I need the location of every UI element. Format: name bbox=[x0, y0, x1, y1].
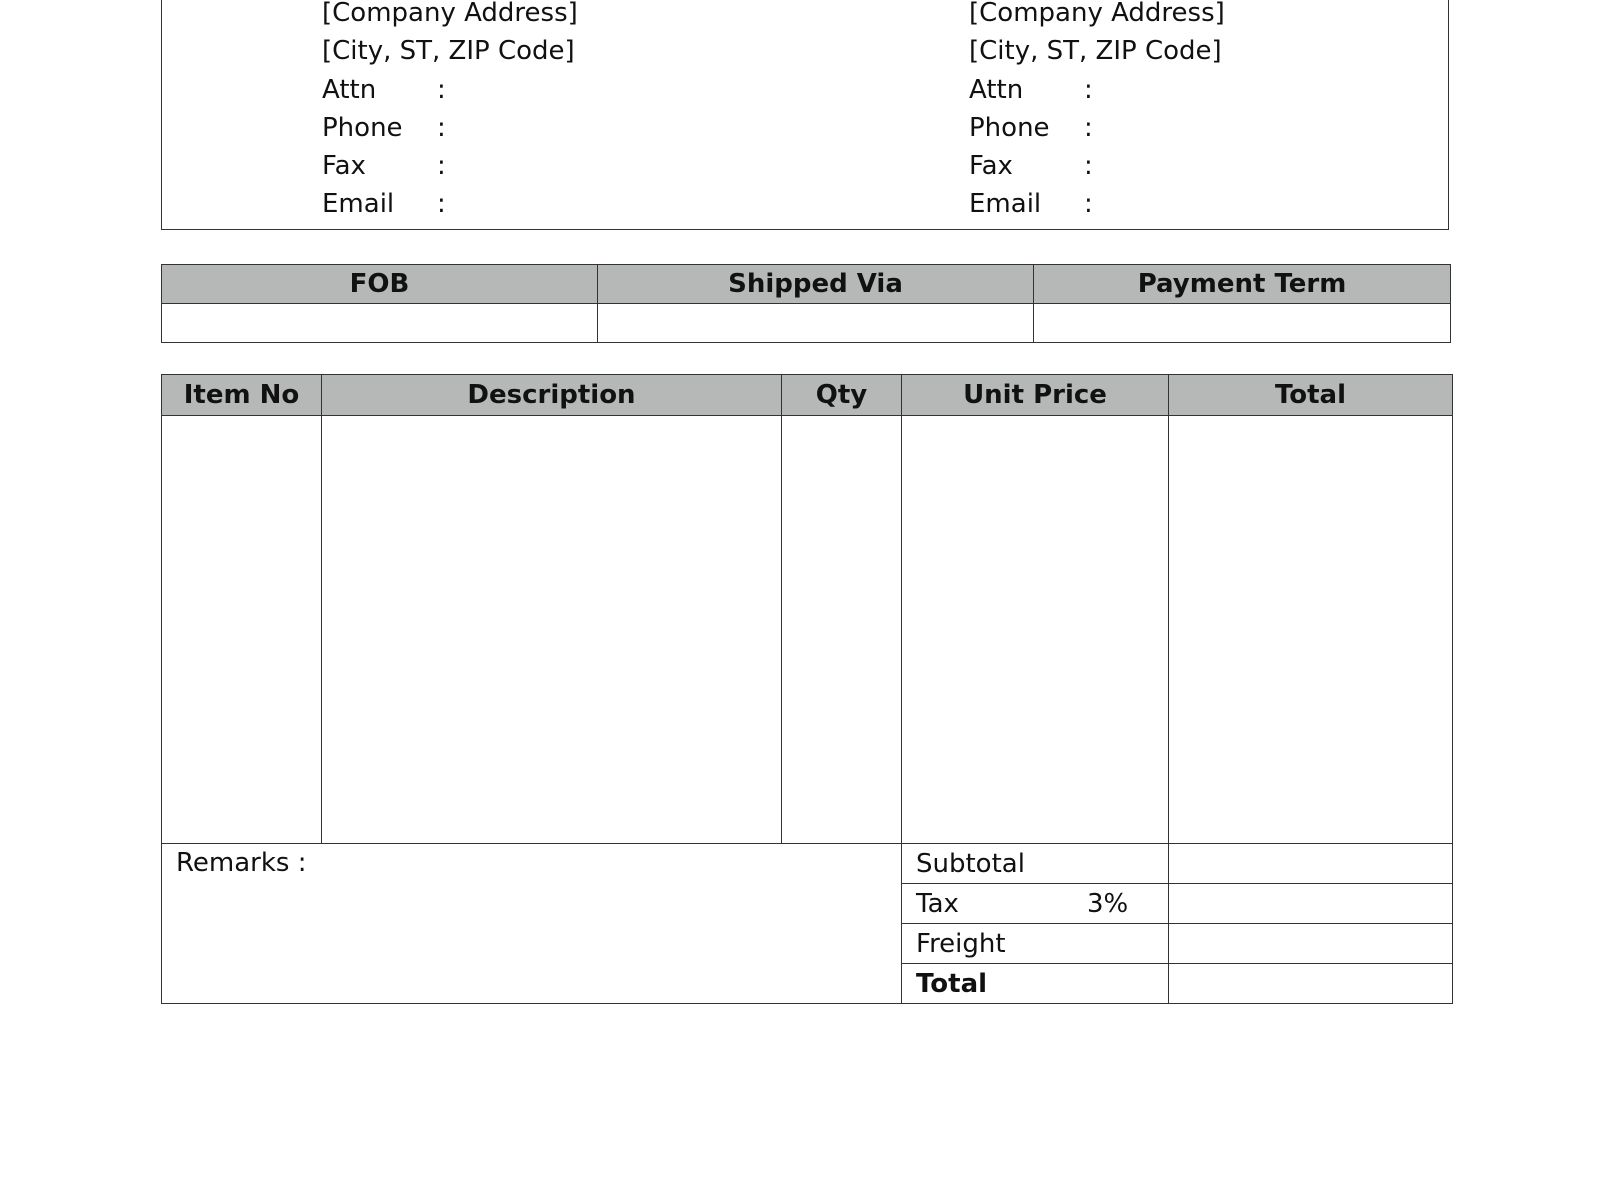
item-no-cell[interactable] bbox=[162, 416, 322, 844]
tax-label: Tax bbox=[916, 888, 959, 919]
subtotal-label: Subtotal bbox=[902, 844, 1169, 884]
company-address-left: [Company Address] bbox=[322, 0, 578, 28]
remarks-label: Remarks : bbox=[176, 848, 307, 878]
item-no-header: Item No bbox=[162, 375, 322, 416]
remarks-cell[interactable] bbox=[162, 844, 902, 1004]
items-body-row bbox=[162, 416, 1453, 844]
payment-term-header: Payment Term bbox=[1034, 265, 1451, 304]
qty-header: Qty bbox=[782, 375, 902, 416]
line-total-cell[interactable] bbox=[1169, 416, 1453, 844]
freight-value-cell[interactable] bbox=[1169, 924, 1453, 964]
email-colon-left: : bbox=[437, 189, 446, 219]
payment-term-value-cell[interactable] bbox=[1034, 304, 1451, 343]
subtotal-value-cell[interactable] bbox=[1169, 844, 1453, 884]
total-header: Total bbox=[1169, 375, 1453, 416]
fax-label-right: Fax bbox=[969, 151, 1013, 181]
attn-label-right: Attn bbox=[969, 75, 1024, 105]
shipping-header-row bbox=[162, 265, 1451, 304]
address-box bbox=[161, 0, 1449, 230]
unit-price-header: Unit Price bbox=[902, 375, 1169, 416]
email-label-right: Email bbox=[969, 189, 1042, 219]
fax-label-left: Fax bbox=[322, 151, 366, 181]
phone-label-left: Phone bbox=[322, 113, 403, 143]
city-line-right: [City, ST, ZIP Code] bbox=[969, 36, 1222, 66]
unit-price-cell[interactable] bbox=[902, 416, 1169, 844]
tax-rate: 3% bbox=[1087, 889, 1129, 919]
tax-value-cell[interactable] bbox=[1169, 884, 1453, 924]
tax-label-cell bbox=[902, 884, 1169, 924]
attn-colon-left: : bbox=[437, 75, 446, 105]
qty-cell[interactable] bbox=[782, 416, 902, 844]
description-header: Description bbox=[322, 375, 782, 416]
grand-total-label: Total bbox=[902, 964, 1169, 1004]
attn-colon-right: : bbox=[1084, 75, 1093, 105]
shipped-via-value-cell[interactable] bbox=[598, 304, 1034, 343]
description-cell[interactable] bbox=[322, 416, 782, 844]
email-label-left: Email bbox=[322, 189, 395, 219]
shipping-value-row bbox=[162, 304, 1451, 343]
fax-colon-left: : bbox=[437, 151, 446, 181]
shipped-via-header: Shipped Via bbox=[598, 265, 1034, 304]
phone-colon-right: : bbox=[1084, 113, 1093, 143]
phone-colon-left: : bbox=[437, 113, 446, 143]
items-table bbox=[161, 374, 1453, 1004]
phone-label-right: Phone bbox=[969, 113, 1050, 143]
shipping-table bbox=[161, 264, 1451, 343]
fax-colon-right: : bbox=[1084, 151, 1093, 181]
fob-header: FOB bbox=[162, 265, 598, 304]
grand-total-value-cell[interactable] bbox=[1169, 964, 1453, 1004]
items-header-row bbox=[162, 375, 1453, 416]
email-colon-right: : bbox=[1084, 189, 1093, 219]
company-address-right: [Company Address] bbox=[969, 0, 1225, 28]
fob-value-cell[interactable] bbox=[162, 304, 598, 343]
subtotal-row bbox=[162, 844, 1453, 884]
attn-label-left: Attn bbox=[322, 75, 377, 105]
city-line-left: [City, ST, ZIP Code] bbox=[322, 36, 575, 66]
freight-label: Freight bbox=[902, 924, 1169, 964]
